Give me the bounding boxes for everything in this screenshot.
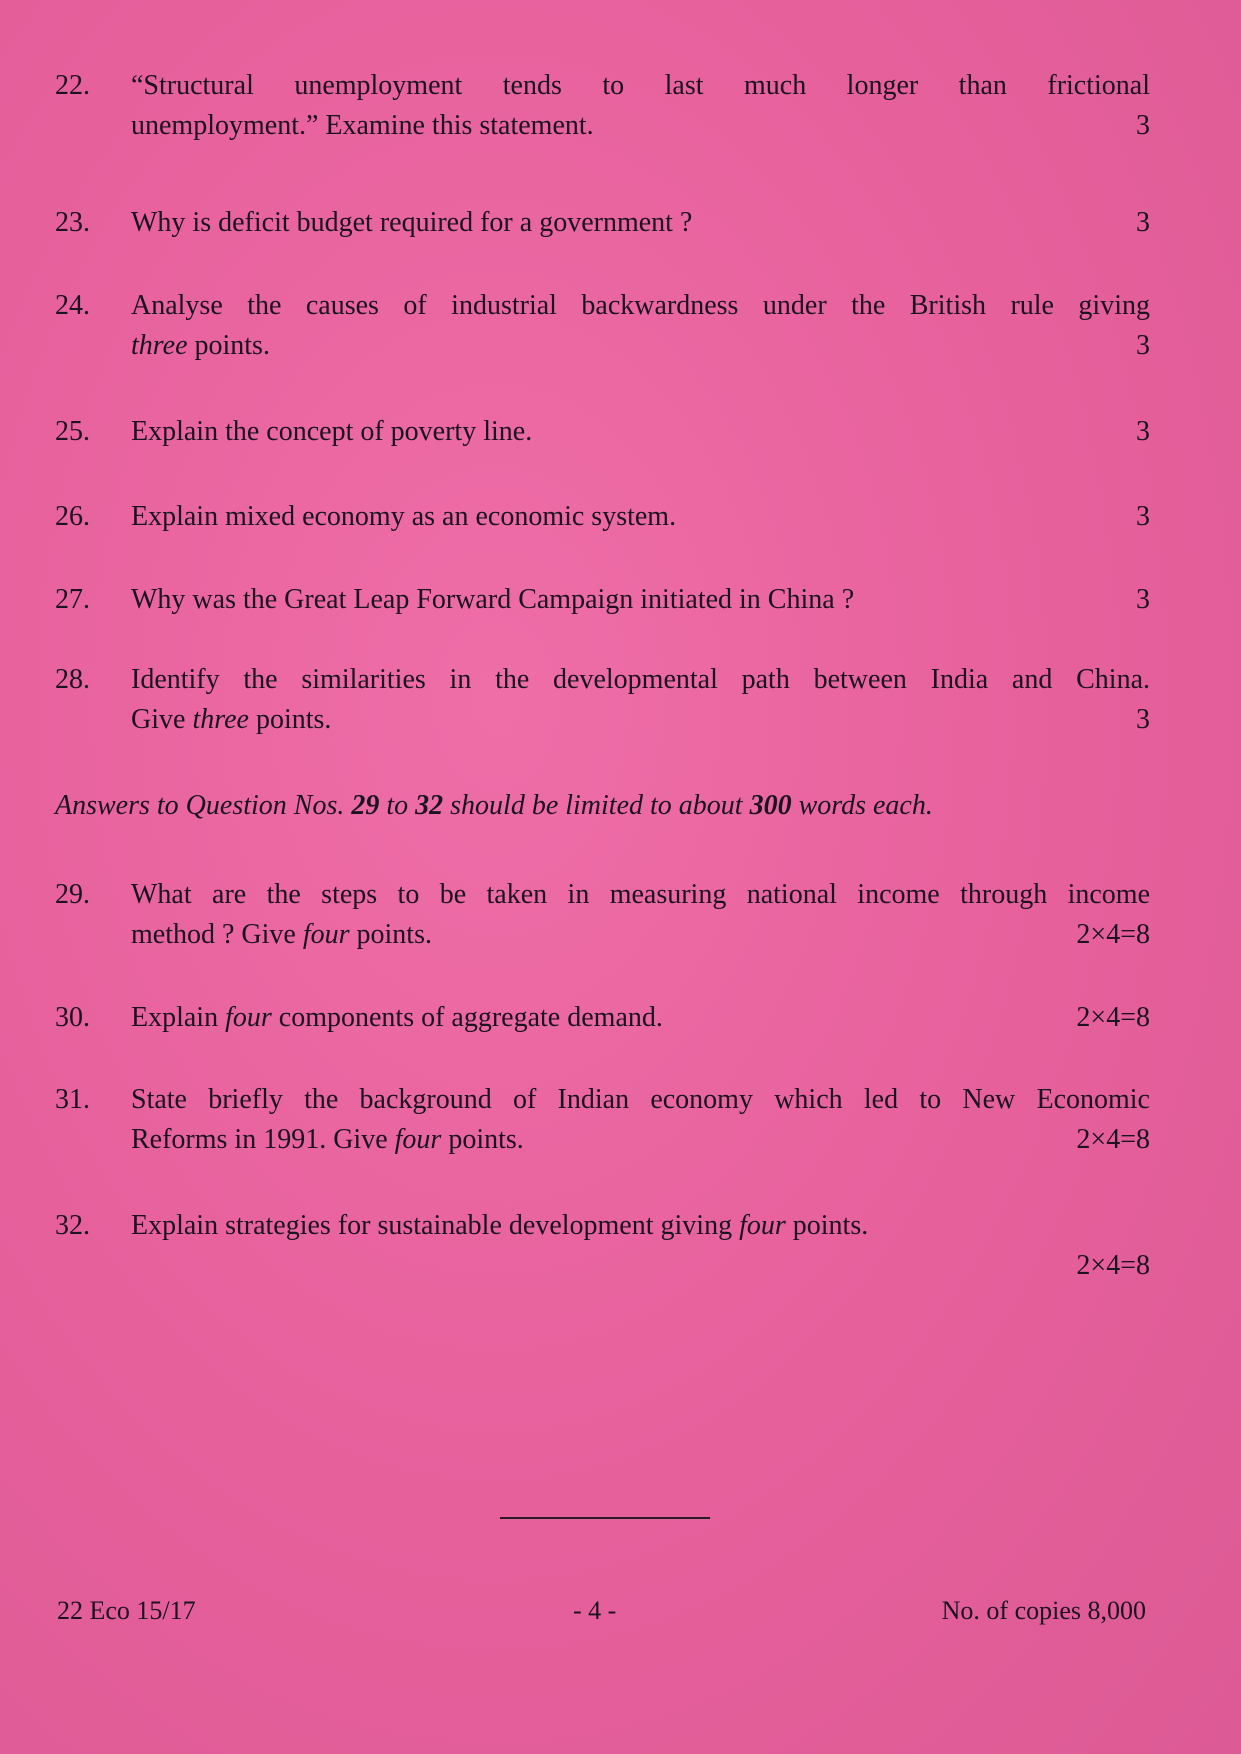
emphasis: four <box>739 1210 786 1241</box>
note-text: words each. <box>791 790 933 821</box>
question-30 <box>55 998 1150 1038</box>
question-29 <box>55 875 1150 955</box>
marks: 2×4=8 <box>1076 1250 1150 1281</box>
question-text-cont: points. <box>349 919 432 950</box>
emphasis: three <box>131 330 188 361</box>
question-number: 25. <box>55 416 90 447</box>
question-number: 26. <box>55 501 90 532</box>
question-text: Explain the concept of poverty line. <box>131 416 533 447</box>
note-number: 29 <box>351 790 380 821</box>
question-number: 23. <box>55 207 90 238</box>
question-text-cont: unemployment.” Examine this statement. <box>131 110 594 141</box>
question-number: 27. <box>55 584 90 615</box>
question-text: Explain strategies for sustainable development giving <box>131 1210 740 1241</box>
question-text: “Structural unemployment tends to last much longer than frictional <box>131 70 1150 101</box>
marks: 2×4=8 <box>1076 1124 1150 1155</box>
marks: 3 <box>1136 330 1150 361</box>
question-number: 31. <box>55 1084 90 1115</box>
question-text-cont: points. <box>441 1124 524 1155</box>
question-text-cont: Reforms in 1991. Give <box>131 1124 395 1155</box>
question-number: 32. <box>55 1210 90 1241</box>
question-text: Identify the similarities in the developmental path between India and China. <box>131 664 1150 695</box>
note-number: 32 <box>415 790 444 821</box>
emphasis: four <box>302 919 350 950</box>
note-number: 300 <box>749 790 792 821</box>
question-25 <box>55 412 1150 452</box>
question-text-cont: components of aggregate demand. <box>271 1002 663 1033</box>
question-text: Analyse the causes of industrial backwardness under the British rule giving <box>131 290 1150 321</box>
marks: 3 <box>1136 110 1150 141</box>
question-text-cont: method ? Give <box>131 919 303 950</box>
question-24 <box>55 286 1150 366</box>
question-text-cont: points. <box>187 330 270 361</box>
marks: 3 <box>1136 416 1150 447</box>
question-text: Explain <box>131 1002 226 1033</box>
question-number: 28. <box>55 664 90 695</box>
question-text: What are the steps to be taken in measuring national income through income <box>131 879 1150 910</box>
question-26 <box>55 497 1150 537</box>
question-27 <box>55 580 1150 620</box>
question-23 <box>55 203 1150 243</box>
emphasis: four <box>394 1124 442 1155</box>
marks: 3 <box>1136 584 1150 615</box>
question-text: Why was the Great Leap Forward Campaign initiated in China ? <box>131 584 855 615</box>
copies-count: No. of copies 8,000 <box>941 1596 1146 1625</box>
marks: 2×4=8 <box>1076 1002 1150 1033</box>
question-text-cont: points. <box>785 1210 869 1241</box>
question-text-cont: Give <box>131 704 193 735</box>
marks: 3 <box>1136 704 1150 735</box>
note-text: should be limited to about <box>443 790 750 821</box>
paper-code: 22 Eco 15/17 <box>57 1596 196 1625</box>
marks: 3 <box>1136 207 1150 238</box>
emphasis: three <box>192 704 249 735</box>
page-number: - 4 - <box>573 1596 617 1625</box>
question-number: 29. <box>55 879 90 910</box>
marks: 2×4=8 <box>1076 919 1150 950</box>
note-text: Answers to Question Nos. <box>55 790 352 821</box>
question-text-cont: points. <box>248 704 332 735</box>
marks: 3 <box>1136 501 1150 532</box>
question-number: 30. <box>55 1002 90 1033</box>
question-number: 22. <box>55 70 90 101</box>
question-22 <box>55 66 1150 146</box>
question-28 <box>55 660 1150 740</box>
question-text: State briefly the background of Indian economy which led to New Economic <box>131 1084 1150 1115</box>
emphasis: four <box>225 1002 272 1033</box>
note-text: to <box>379 790 416 821</box>
instruction-note <box>55 786 1150 826</box>
question-number: 24. <box>55 290 90 321</box>
question-text: Why is deficit budget required for a government ? <box>131 207 693 238</box>
question-32 <box>55 1206 1150 1286</box>
question-text: Explain mixed economy as an economic system. <box>131 501 677 532</box>
question-31 <box>55 1080 1150 1160</box>
end-rule <box>500 1517 710 1519</box>
